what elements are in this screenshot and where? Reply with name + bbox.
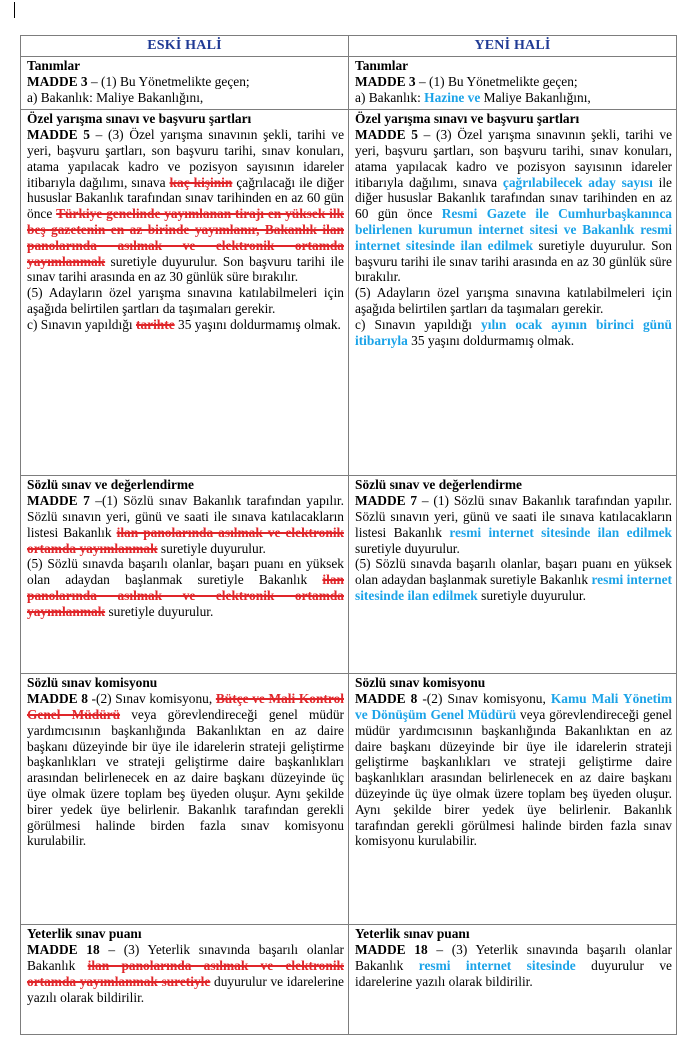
paragraph-text: çağrılacağı ile diğer hususlar Bakanlık tarafından sınav tarihinden en az 60 gün önce: [27, 174, 344, 222]
article-row-madde-3: [21, 57, 677, 110]
section-heading: Özel yarışma sınavı ve başvuru şartları: [355, 111, 580, 127]
paragraph-text: suretiyle duyurulur. Son başvuru tarihi ile sınav tarihi arasında en az 30 günlük süre bırakılır.: [27, 253, 344, 285]
paragraph-text: c) Sınavın yapıldığı: [27, 316, 136, 332]
paragraph-text: –(1) Sözlü sınav Bakanlık tarafından yapılır. Sözlü sınavın yeri, günü ve saati ile sınava katılacakların listesi Bakanlık: [27, 493, 344, 540]
article-paragraph: [355, 942, 672, 989]
article-paragraph: [355, 127, 672, 285]
article-number: MADDE 5: [27, 127, 90, 143]
paragraph-text: veya görevlendireceği genel müdür yardımcısının başkanlığında Bakanlıktan en az daire başkanı düzeyinde bir üye ile idarelerin strateji geliştirme başkanlıkları ve strateji geliştirme daire başkanlıkları arasından belirlenecek en az daire başkanı düzeyinde üç üye olmak üzere toplam beş üyeden oluşur. Aynı şekilde birer yedek üye belirlenir. Bakanlık tarafından gerekli görülmesi halinde birden fazla sınav komisyonu kurulabilir.: [355, 706, 672, 849]
article-number: MADDE 3: [27, 73, 88, 89]
deleted-text: Bütçe ve Mali Kontrol Genel Müdürü: [27, 691, 344, 722]
article-paragraph: [355, 285, 672, 317]
old-text-cell: [21, 674, 349, 925]
section-heading: Yeterlik sınav puanı: [27, 926, 142, 942]
paragraph-text: – (1) Bu Yönetmelikte geçen;: [415, 73, 578, 89]
paragraph-text: suretiyle duyurulur.: [157, 540, 266, 556]
article-paragraph: [355, 74, 672, 90]
inserted-text: resmi internet sitesinde ilan edilmek: [355, 572, 672, 603]
comparison-table: [20, 35, 677, 1035]
paragraph-text: (5) Adayların özel yarışma sınavına katılabilmeleri için aşağıda belirtilen şartları da taşımaları gerekir.: [355, 285, 672, 316]
section-heading: Tanımlar: [27, 58, 81, 73]
section-heading: Sözlü sınav ve değerlendirme: [355, 477, 522, 493]
inserted-text: resmi internet sitesinde ilan edilmek: [449, 524, 672, 540]
article-number: MADDE 18: [27, 942, 100, 958]
paragraph-text: (5) Sözlü sınavda başarılı olanlar, başarı puanı en yüksek olan adaydan başlanmak suretiyle Bakanlık: [27, 556, 344, 588]
paragraph-text: 35 yaşını doldurmamış olmak.: [407, 332, 575, 348]
paragraph-text: 35 yaşını doldurmamış olmak.: [174, 316, 341, 332]
article-paragraph: [355, 317, 672, 349]
article-row-madde-7: [21, 476, 677, 674]
section-heading: Tanımlar: [355, 58, 409, 73]
paragraph-text: a) Bakanlık:: [355, 89, 425, 105]
deleted-text: ilan panolarında asılmak ve elektronik ortamda yayımlanmak suretiyle: [27, 957, 344, 989]
paragraph-text: – (1) Bu Yönetmelikte geçen;: [87, 73, 250, 89]
article-paragraph: [27, 556, 344, 619]
article-paragraph: [27, 691, 344, 849]
old-text-cell: [21, 110, 349, 476]
article-row-madde-18: [21, 925, 677, 1035]
paragraph-text: Maliye Bakanlığını,: [480, 89, 591, 105]
paragraph-text: a) Bakanlık: Maliye Bakanlığını,: [27, 89, 204, 105]
header-row: [21, 36, 677, 57]
section-heading: Yeterlik sınav puanı: [355, 926, 470, 942]
article-paragraph: [27, 90, 344, 106]
article-row-madde-8: [21, 674, 677, 925]
article-paragraph: [27, 285, 344, 317]
new-text-cell: [349, 110, 677, 476]
article-paragraph: [27, 493, 344, 556]
paragraph-text: suretiyle duyurulur.: [105, 603, 214, 619]
inserted-text: resmi internet sitesinde: [418, 957, 576, 973]
deleted-text: kaç kişinin: [169, 174, 233, 190]
paragraph-text: – (3) Özel yarışma sınavının şekli, tarihi ve yeri, başvuru şartları, son başvuru tarihi, sınav konuları, atama yapılacak kadro ve pozisyon sayısının idareler itibarıyla dağılımı, sınava: [355, 127, 673, 190]
article-number: MADDE 7: [355, 493, 418, 509]
article-paragraph: [355, 691, 672, 849]
old-version-header: ESKİ HALİ: [21, 36, 349, 57]
paragraph-text: suretiyle duyurulur.: [477, 587, 586, 603]
new-text-cell: [349, 925, 677, 1035]
paragraph-text: – (3) Özel yarışma sınavının şekli, tarihi ve yeri, başvuru şartları, son başvuru tarihi, sınav konuları, atama yapılacak kadro ve pozisyon sayısının idareler itibarıyla dağılımı, sınava: [27, 127, 345, 190]
inserted-text: Kamu Mali Yönetim ve Dönüşüm Genel Müdürü: [355, 691, 672, 722]
article-paragraph: [355, 90, 672, 106]
new-text-cell: [349, 476, 677, 674]
new-version-header: YENİ HALİ: [349, 36, 677, 57]
article-number: MADDE 5: [355, 127, 418, 143]
old-text-cell: [21, 925, 349, 1035]
paragraph-text: c) Sınavın yapıldığı: [355, 316, 482, 332]
deleted-text: ilan panolarında asılmak ve elektronik ortamda yayımlanmak: [27, 572, 344, 619]
article-number: MADDE 18: [355, 942, 428, 958]
paragraph-text: duyurulur ve idarelerine yazılı olarak bildirilir.: [27, 973, 344, 1005]
section-heading: Sözlü sınav komisyonu: [355, 675, 486, 691]
paragraph-text: ile diğer hususlar Bakanlık tarafından sınav tarihinden en az 60 gün önce: [355, 174, 672, 222]
paragraph-text: duyurulur ve idarelerine yazılı olarak bildirilir.: [355, 957, 672, 989]
new-text-cell: [349, 674, 677, 925]
article-paragraph: [27, 317, 344, 333]
deleted-text: tarihte: [135, 316, 175, 332]
new-text-cell: [349, 57, 677, 110]
article-paragraph: [27, 942, 344, 1005]
article-number: MADDE 3: [355, 73, 416, 89]
paragraph-text: veya görevlendireceği genel müdür yardımcısının başkanlığında Bakanlıktan en az daire başkanı düzeyinde bir üye ile idarelerin strateji geliştirme başkanlıkları ve strateji geliştirme daire başkanlıkları arasından belirlenecek en az daire başkanı düzeyinde üç üye olmak üzere toplam beş üyeden oluşur. Aynı şekilde birer yedek üye belirlenir. Bakanlık tarafından gerekli görülmesi halinde birden fazla sınav komisyonu kurulabilir.: [27, 706, 344, 849]
inserted-text: yılın ocak ayının birinci günü itibarıyla: [355, 316, 672, 348]
paragraph-text: (5) Adayların özel yarışma sınavına katılabilmeleri için aşağıda belirtilen şartları da taşımaları gerekir.: [27, 285, 344, 316]
old-text-cell: [21, 476, 349, 674]
article-paragraph: [27, 127, 344, 285]
article-paragraph: [27, 74, 344, 90]
paragraph-text: -(2) Sınav komisyonu,: [417, 691, 551, 707]
paragraph-text: – (3) Yeterlik sınavında başarılı olanlar Bakanlık: [355, 942, 672, 973]
article-paragraph: [355, 493, 672, 556]
paragraph-text: suretiyle duyurulur. Son başvuru tarihi ile sınav tarihi arasında en az 30 günlük süre bırakılır.: [355, 237, 672, 285]
paragraph-text: – (3) Yeterlik sınavında başarılı olanlar Bakanlık: [27, 942, 344, 973]
article-paragraph: [355, 556, 672, 603]
section-heading: Sözlü sınav komisyonu: [27, 675, 158, 691]
paragraph-text: suretiyle duyurulur.: [355, 540, 460, 556]
article-row-madde-5: [21, 110, 677, 476]
article-number: MADDE 8: [27, 691, 88, 707]
article-number: MADDE 7: [27, 493, 90, 509]
deleted-text: Türkiye genelinde yayımlanan tirajı en yüksek ilk beş gazetenin en az birinde yayımlanır, Bakanlık ilan panolarında asılmak ve elektronik ortamda yayımlanmak: [27, 206, 344, 269]
deleted-text: ilan panolarında asılmak ve elektronik ortamda yayımlanmak: [27, 524, 344, 556]
paragraph-text: (5) Sözlü sınavda başarılı olanlar, başarı puanı en yüksek olan adaydan başlanmak suretiyle Bakanlık: [355, 556, 672, 588]
old-text-cell: [21, 57, 349, 110]
article-number: MADDE 8: [355, 691, 418, 707]
paragraph-text: -(2) Sınav komisyonu,: [87, 691, 216, 707]
section-heading: Özel yarışma sınavı ve başvuru şartları: [27, 111, 252, 127]
section-heading: Sözlü sınav ve değerlendirme: [27, 477, 194, 493]
inserted-text: Resmi Gazete ile Cumhurbaşkanınca belirlenen kurumun internet sitesi ve Bakanlık resmi internet sitesinde ilan edilmek: [355, 206, 672, 253]
inserted-text: çağrılabilecek aday sayısı: [502, 174, 653, 190]
paragraph-text: – (1) Sözlü sınav Bakanlık tarafından yapılır. Sözlü sınavın yeri, günü ve saati ile sınava katılacakların listesi Bakanlık: [355, 493, 672, 540]
inserted-text: Hazine ve: [424, 89, 481, 105]
text-cursor: [14, 2, 15, 18]
